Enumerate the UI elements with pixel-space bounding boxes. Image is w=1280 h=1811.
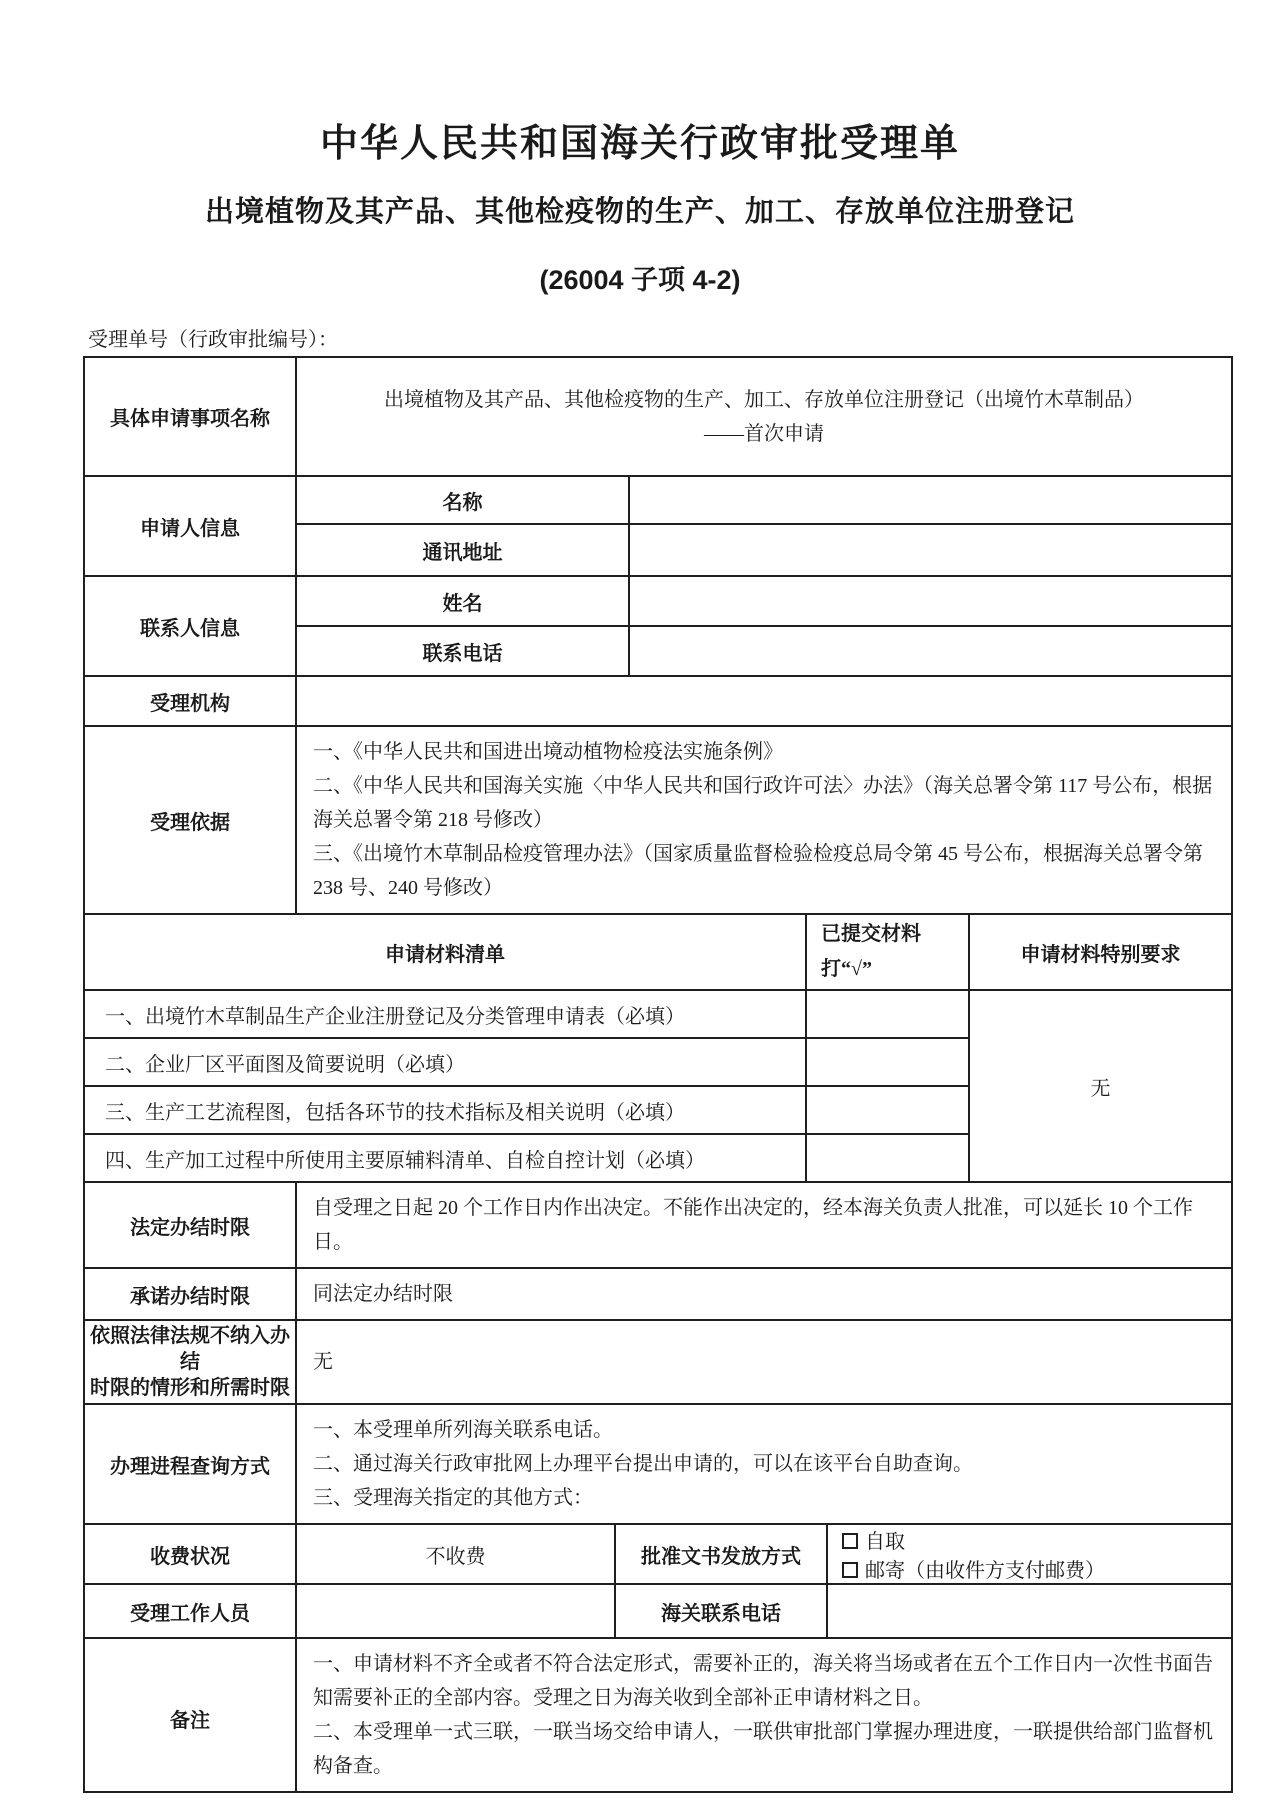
remarks-content bbox=[296, 1638, 1232, 1792]
promised-deadline-value: 同法定办结时限 bbox=[296, 1268, 1232, 1320]
applicant-address-field[interactable] bbox=[629, 524, 1232, 576]
material-item-4: 四、生产加工过程中所使用主要原辅料清单、自检自控计划（必填） bbox=[84, 1134, 806, 1182]
issuance-option-mail[interactable] bbox=[842, 1560, 1105, 1582]
customs-phone-label: 海关联系电话 bbox=[615, 1584, 827, 1638]
pickup-option-label: 自取 bbox=[865, 1531, 905, 1553]
material-item-4-checkcell[interactable] bbox=[806, 1134, 969, 1182]
materials-list-header: 申请材料清单 bbox=[84, 914, 806, 990]
pickup-checkbox[interactable] bbox=[842, 1533, 858, 1549]
table-row bbox=[84, 576, 1232, 626]
material-item-3-checkcell[interactable] bbox=[806, 1086, 969, 1134]
contact-info-label: 联系人信息 bbox=[84, 576, 296, 676]
materials-submitted-line1: 已提交材料 bbox=[821, 923, 921, 945]
accepting-org-label: 受理机构 bbox=[84, 676, 296, 726]
contact-phone-field[interactable] bbox=[629, 626, 1232, 676]
contact-name-field[interactable] bbox=[629, 576, 1232, 626]
remarks-line: 一、申请材料不齐全或者不符合法定形式，需要补正的，海关将当场或者在五个工作日内一次性书面告知需要补正的全部内容。受理之日为海关收到全部补正申请材料之日。 bbox=[313, 1653, 1213, 1709]
remarks-line: 二、本受理单一式三联，一联当场交给申请人，一联供审批部门掌握办理进度，一联提供给部门监督机构备查。 bbox=[313, 1721, 1213, 1777]
accepting-org-field[interactable] bbox=[296, 676, 1232, 726]
progress-query-item: 三、受理海关指定的其他方式： bbox=[313, 1487, 593, 1509]
page-subtitle: 出境植物及其产品、其他检疫物的生产、加工、存放单位注册登记 bbox=[204, 196, 1075, 228]
applicant-info-label: 申请人信息 bbox=[84, 476, 296, 576]
fee-status-label: 收费状况 bbox=[84, 1524, 296, 1584]
material-item-3: 三、生产工艺流程图，包括各环节的技术指标及相关说明（必填） bbox=[84, 1086, 806, 1134]
staff-label: 受理工作人员 bbox=[84, 1584, 296, 1638]
contact-phone-label: 联系电话 bbox=[296, 626, 629, 676]
promised-deadline-label: 承诺办结时限 bbox=[84, 1268, 296, 1320]
specific-item-line2: ——首次申请 bbox=[704, 422, 824, 445]
customs-phone-field[interactable] bbox=[827, 1584, 1232, 1638]
staff-field[interactable] bbox=[296, 1584, 615, 1638]
issuance-method-label: 批准文书发放方式 bbox=[615, 1524, 827, 1584]
table-row bbox=[84, 990, 1232, 1038]
material-item-2: 二、企业厂区平面图及简要说明（必填） bbox=[84, 1038, 806, 1086]
acceptance-number-label: 受理单号（行政审批编号）： bbox=[88, 329, 338, 351]
remarks-label: 备注 bbox=[84, 1638, 296, 1792]
progress-query-item: 一、本受理单所列海关联系电话。 bbox=[313, 1419, 613, 1441]
legal-deadline-label: 法定办结时限 bbox=[84, 1182, 296, 1268]
basis-item: 一、《中华人民共和国进出境动植物检疫法实施条例》 bbox=[313, 741, 783, 763]
excluded-cases-label bbox=[84, 1320, 296, 1404]
excluded-cases-value: 无 bbox=[296, 1320, 1232, 1404]
progress-query-label: 办理进程查询方式 bbox=[84, 1404, 296, 1524]
table-row bbox=[84, 1584, 1232, 1638]
table-row bbox=[84, 676, 1232, 726]
material-item-1-checkcell[interactable] bbox=[806, 990, 969, 1038]
issuance-option-pickup[interactable] bbox=[842, 1531, 905, 1553]
approval-form-table bbox=[83, 356, 1233, 1793]
table-row bbox=[84, 1182, 1232, 1268]
table-row bbox=[84, 914, 1232, 990]
materials-submitted-header bbox=[806, 914, 969, 990]
basis-item: 三、《出境竹木草制品检疫管理办法》（国家质量监督检验检疫总局令第 45 号公布，根据海关总署令第 238 号、240 号修改） bbox=[313, 843, 1203, 899]
applicant-name-field[interactable] bbox=[629, 476, 1232, 524]
page-title: 中华人民共和国海关行政审批受理单 bbox=[319, 123, 960, 165]
contact-name-label: 姓名 bbox=[296, 576, 629, 626]
item-code: (26004 子项 4-2) bbox=[539, 265, 741, 295]
applicant-name-label: 名称 bbox=[296, 476, 629, 524]
mail-checkbox[interactable] bbox=[842, 1562, 858, 1578]
specific-item-line1: 出境植物及其产品、其他检疫物的生产、加工、存放单位注册登记（出境竹木草制品） bbox=[384, 388, 1144, 411]
fee-status-value: 不收费 bbox=[296, 1524, 615, 1584]
materials-special-value: 无 bbox=[969, 990, 1232, 1182]
table-row bbox=[84, 1320, 1232, 1404]
table-row bbox=[84, 1524, 1232, 1584]
applicant-address-label: 通讯地址 bbox=[296, 524, 629, 576]
table-row bbox=[84, 1268, 1232, 1320]
issuance-options bbox=[827, 1524, 1232, 1584]
basis-label: 受理依据 bbox=[84, 726, 296, 914]
table-row bbox=[84, 1404, 1232, 1524]
table-row bbox=[84, 476, 1232, 524]
excluded-cases-label-line2: 时限的情形和所需时限 bbox=[90, 1377, 290, 1399]
materials-submitted-line2: 打“√” bbox=[821, 958, 872, 980]
material-item-1: 一、出境竹木草制品生产企业注册登记及分类管理申请表（必填） bbox=[84, 990, 806, 1038]
basis-content bbox=[296, 726, 1232, 914]
materials-special-header: 申请材料特别要求 bbox=[969, 914, 1232, 990]
excluded-cases-label-line1: 依照法律法规不纳入办结 bbox=[90, 1325, 290, 1373]
specific-item-label: 具体申请事项名称 bbox=[84, 357, 296, 476]
table-row bbox=[84, 726, 1232, 914]
progress-query-item: 二、通过海关行政审批网上办理平台提出申请的，可以在该平台自助查询。 bbox=[313, 1453, 973, 1475]
table-row bbox=[84, 357, 1232, 476]
material-item-2-checkcell[interactable] bbox=[806, 1038, 969, 1086]
legal-deadline-value: 自受理之日起 20 个工作日内作出决定。不能作出决定的，经本海关负责人批准，可以延长 10 个工作日。 bbox=[296, 1182, 1232, 1268]
progress-query-content bbox=[296, 1404, 1232, 1524]
table-row bbox=[84, 1638, 1232, 1792]
basis-item: 二、《中华人民共和国海关实施〈中华人民共和国行政许可法〉办法》（海关总署令第 117 号公布，根据海关总署令第 218 号修改） bbox=[313, 775, 1213, 831]
mail-option-label: 邮寄（由收件方支付邮费） bbox=[865, 1560, 1105, 1582]
specific-item-value bbox=[296, 357, 1232, 476]
